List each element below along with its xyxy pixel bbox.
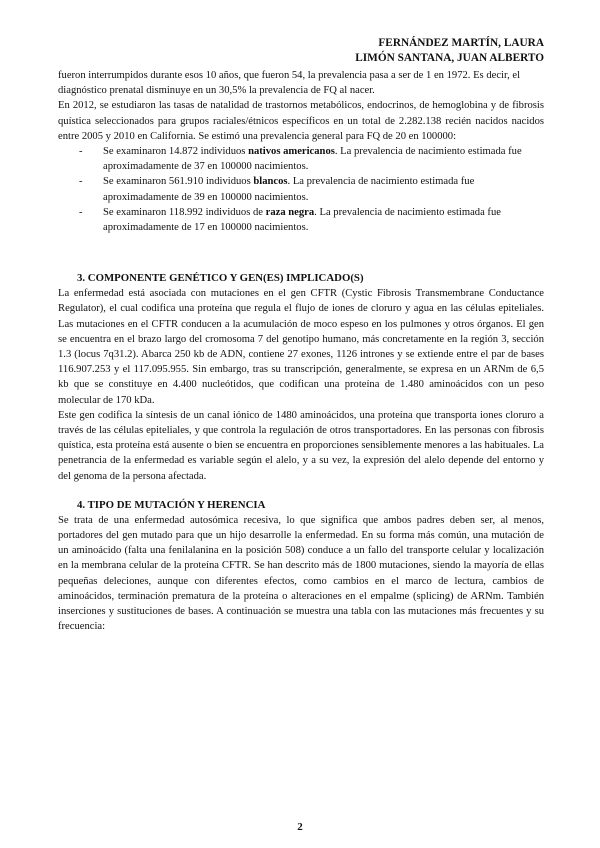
prevalence-list (58, 144, 544, 235)
section-3-heading: 3. COMPONENTE GENÉTICO Y GEN(ES) IMPLICADO(S) (77, 272, 364, 285)
page-number: 2 (297, 821, 303, 833)
section-4-paragraph-1: Se trata de una enfermedad autosómica recesiva, lo que significa que ambos padres deben ser, al menos, portadores del gen mutado para que un hijo desarrolle la enfermedad. En su forma más común, una mutación de un aminoácido (falta una fenilalanina en la posición 508) conduce a un fallo del transporte celular y localización en la membrana celular de la proteína CFTR. Se han descrito más de 1800 mutaciones, siendo la mayoría de ellas pequeñas deleciones, aunque con diferentes efectos, como cambios en el marco de lectura, cambios de aminoácidos, terminación prematura de la proteína o alteraciones en el empalme (splicing) de ARNm. También inserciones y sustituciones de bases. A continuación se muestra una tabla con las mutaciones más frecuentes y su frecuencia: (58, 514, 544, 633)
list-item-text: . La prevalencia de nacimiento estimada fue aproximadamente de 39 en 100000 nacimientos. (103, 176, 475, 203)
list-item (103, 174, 544, 204)
section-3-paragraph-1: La enfermedad está asociada con mutaciones en el gen CFTR (Cystic Fibrosis Transmembrane Conductance Regulator), el cual codifica una proteína que regula el flujo de iones de cloruro y agua en las células epiteliales. Las mutaciones en el CFTR conducen a la acumulación de moco espeso en los pulmones y otros órganos. El gen se encuentra en el brazo largo del cromosoma 7 del genotipo humano, más concretamente en la región 3, sección 1.3 (locus 7q31.2). Abarca 250 kb de ADN, contiene 27 exones, 1126 intrones y se extiende entre el par de bases 116.907.253 y el 117.095.955. Sin embargo, tras su transcripción, generalmente, se expresa en un ARNm de 6,5 kb que se constituye en 4.400 nucleótidos, que codifican una proteína de 1.480 aminoácidos con un peso molecular de 170 kDa. (58, 288, 544, 406)
list-item (103, 205, 544, 235)
list-item-bold: raza negra (265, 206, 315, 218)
author-name-2: LIMÓN SANTANA, JUAN ALBERTO (355, 51, 544, 64)
list-item (103, 144, 544, 174)
section-4-heading: 4. TIPO DE MUTACIÓN Y HERENCIA (77, 498, 266, 511)
section-3-paragraph-2: Este gen codifica la síntesis de un canal iónico de 1480 aminoácidos, una proteína que transporta iones cloruro a través de las células epiteliales, y que controla la regulación de otros transportadores. En las personas con fibrosis quística, esta proteína está ausente o bien se encuentra en proporciones sensiblemente menores a las habituales. La penetrancia de la enfermedad es variable según el alelo, y a su vez, la expresión del alelo depende del entorno y del genoma de la persona afectada. (58, 409, 544, 482)
list-item-text: . La prevalencia de nacimiento estimada fue aproximadamente de 37 en 100000 nacimientos. (103, 146, 522, 173)
list-item-text: Se examinaron 118.992 individuos de (103, 206, 266, 218)
page-content (58, 68, 544, 635)
list-item-text: Se examinaron 561.910 individuos (103, 176, 254, 188)
list-item-bold: nativos americanos (248, 146, 335, 158)
intro-paragraph-2: En 2012, se estudiaron las tasas de natalidad de trastornos metabólicos, endocrinos, de hemoglobina y de fibrosis quística seleccionados para grupos raciales/étnicos específicos en un total de 2.282.138 recién nacidos nacidos entre 2005 y 2010 en California. Se estimó una prevalencia general para FQ de 20 en 100000: (58, 100, 544, 142)
page-header (355, 36, 544, 65)
list-item-text: Se examinaron 14.872 individuos (103, 146, 249, 158)
list-item-text: . La prevalencia de nacimiento estimada fue aproximadamente de 17 en 100000 nacimientos. (103, 206, 501, 234)
intro-paragraph-1: fueron interrumpidos durante esos 10 años, que fueron 54, la prevalencia pasa a ser de 1 en 1972. Es decir, el diagnóstico prenatal disminuye en un 30,5% la prevalencia de FQ al nacer. (58, 70, 521, 97)
author-name-1: FERNÁNDEZ MARTÍN, LAURA (378, 37, 544, 49)
list-item-bold: blancos (253, 176, 288, 188)
